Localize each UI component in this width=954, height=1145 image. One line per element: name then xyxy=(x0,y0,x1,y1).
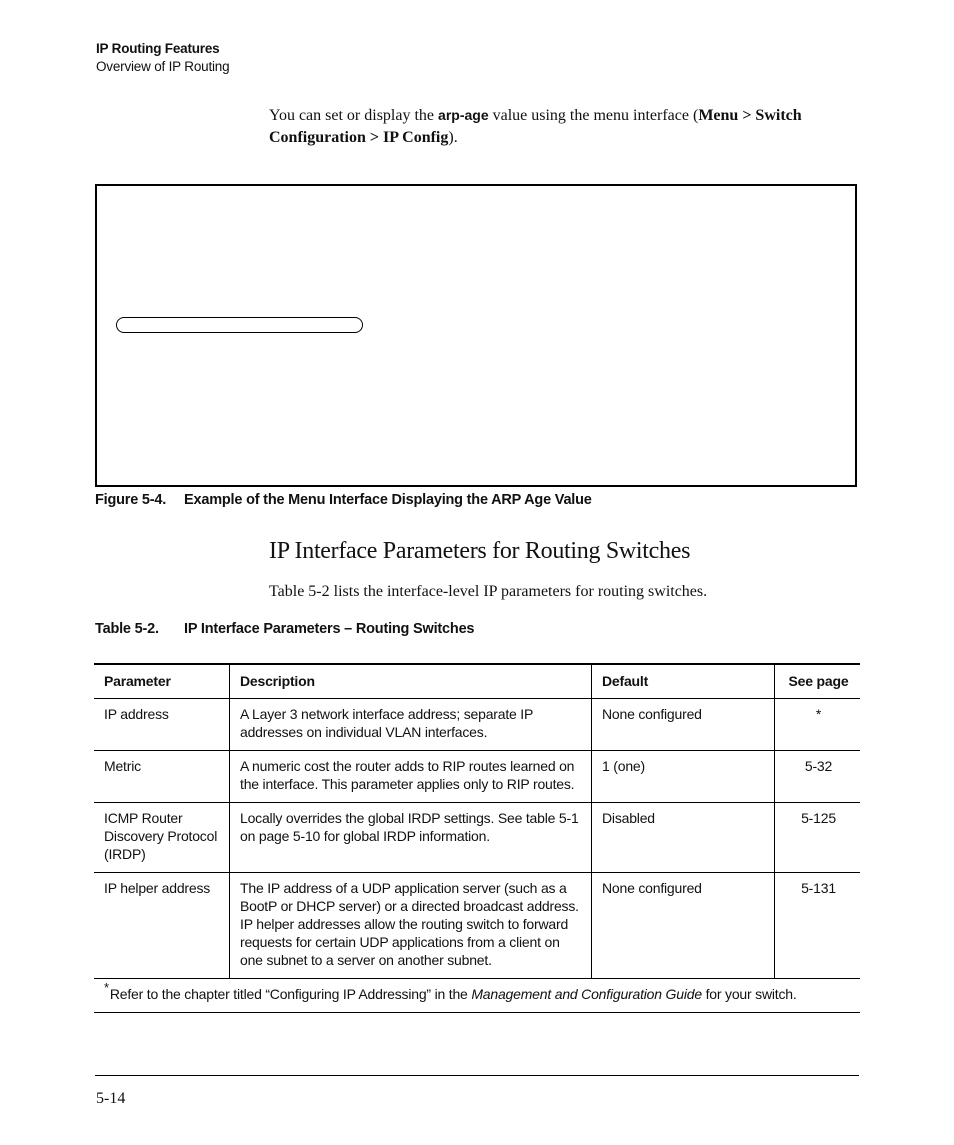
table-caption-text: IP Interface Parameters – Routing Switches xyxy=(184,621,475,637)
menu-path: Menu > Switch Configuration > IP Config xyxy=(269,107,802,146)
see-page-cell: * xyxy=(775,699,861,751)
column-header-description: Description xyxy=(230,664,592,699)
description-cell: A Layer 3 network interface address; separate IP addresses on individual VLAN interfaces. xyxy=(230,699,592,751)
column-header-see-page: See page xyxy=(775,664,861,699)
running-header-subtitle: Overview of IP Routing xyxy=(96,59,230,74)
default-cell: None configured xyxy=(592,699,775,751)
intro-text-2: value using the menu interface ( xyxy=(488,107,699,124)
table-footnote xyxy=(94,979,860,1013)
parameter-cell: Metric xyxy=(94,751,230,803)
table-header-row xyxy=(94,664,860,699)
footnote-text-2: for your switch. xyxy=(701,986,797,1002)
see-page-cell: 5-125 xyxy=(775,803,861,873)
default-cell: Disabled xyxy=(592,803,775,873)
section-text: Table 5-2 lists the interface-level IP parameters for routing switches. xyxy=(269,583,708,600)
figure-number: Figure 5-4. xyxy=(95,492,167,508)
column-header-parameter: Parameter xyxy=(94,664,230,699)
figure-caption xyxy=(95,492,592,508)
description-cell: Locally overrides the global IRDP settings. See table 5-1 on page 5-10 for global IRDP information. xyxy=(230,803,592,873)
running-header-title: IP Routing Features xyxy=(96,41,220,56)
table-row xyxy=(94,803,860,873)
table-footnote-row xyxy=(94,979,860,1013)
footer-rule xyxy=(95,1075,859,1076)
footnote-text-1: Refer to the chapter titled “Configuring IP Addressing” in the xyxy=(109,986,472,1002)
table-row xyxy=(94,699,860,751)
parameter-cell: ICMP Router Discovery Protocol (IRDP) xyxy=(94,803,230,873)
table-row xyxy=(94,751,860,803)
parameter-cell: IP address xyxy=(94,699,230,751)
page-number: 5-14 xyxy=(96,1090,126,1107)
see-page-cell: 5-131 xyxy=(775,873,861,979)
figure-caption-text: Example of the Menu Interface Displaying the ARP Age Value xyxy=(184,492,592,508)
guide-title: Management and Configuration Guide xyxy=(471,986,702,1002)
arp-age-keyword: arp-age xyxy=(438,107,489,123)
description-cell: A numeric cost the router adds to RIP routes learned on the interface. This parameter applies only to RIP routes. xyxy=(230,751,592,803)
description-cell: The IP address of a UDP application server (such as a BootP or DHCP server) or a directed broadcast address. IP helper addresses allow the routing switch to forward requests for certain UDP applications from a client on one subnet to a server on another subnet. xyxy=(230,873,592,979)
intro-text-3: ). xyxy=(448,129,458,146)
arp-age-highlight-oval xyxy=(116,317,363,333)
footnote-mark: * xyxy=(104,980,109,995)
column-header-default: Default xyxy=(592,664,775,699)
intro-paragraph xyxy=(269,104,869,149)
parameter-cell: IP helper address xyxy=(94,873,230,979)
default-cell: 1 (one) xyxy=(592,751,775,803)
table-caption xyxy=(95,621,474,637)
menu-screenshot-figure xyxy=(95,184,857,487)
ip-interface-parameters-table xyxy=(94,663,860,1013)
see-page-cell: 5-32 xyxy=(775,751,861,803)
intro-text-1: You can set or display the xyxy=(269,107,439,124)
table-number: Table 5-2. xyxy=(95,621,159,637)
table-row xyxy=(94,873,860,979)
default-cell: None configured xyxy=(592,873,775,979)
section-heading: IP Interface Parameters for Routing Switches xyxy=(269,538,691,564)
